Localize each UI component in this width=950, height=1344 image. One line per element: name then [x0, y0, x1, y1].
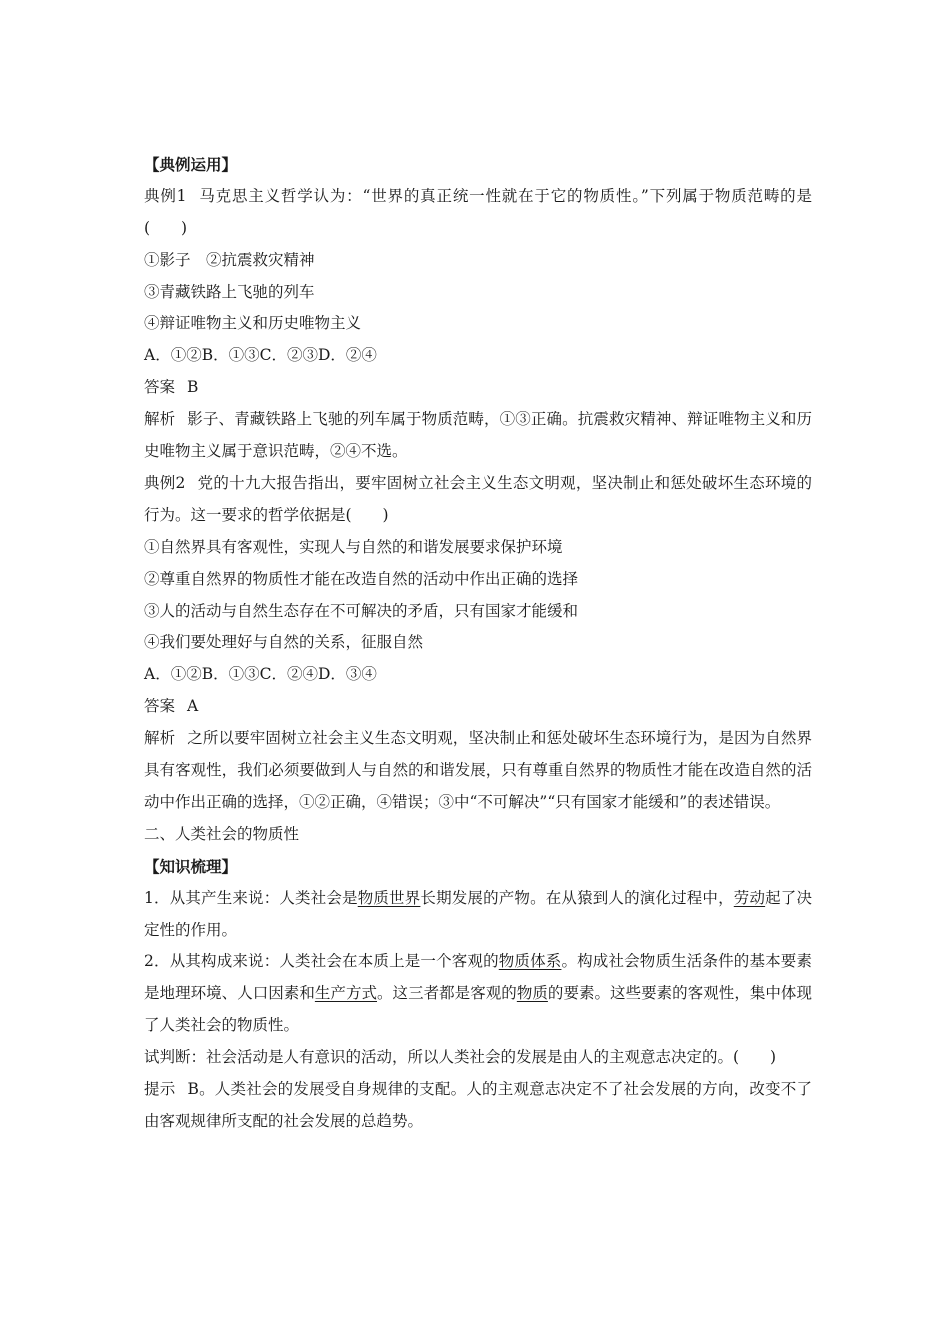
example2-question: 党的十九大报告指出，要牢固树立社会主义生态文明观，坚决制止和惩处破坏生态环境的行为。这一要求的哲学依据是( ) — [144, 473, 812, 524]
blank-answer: 物质 — [516, 984, 548, 1003]
knowledge-point-2 — [144, 946, 812, 1042]
example1-answer — [144, 372, 812, 404]
answer-value: B — [187, 378, 199, 397]
knowledge-point-1 — [144, 883, 812, 947]
example1-option-4: ④辩证唯物主义和历史唯物主义 — [144, 314, 362, 333]
text-run: 起了决定性的作用。 — [144, 888, 812, 939]
analysis-label: 解析 — [144, 410, 176, 429]
text-run: 。构成社会物质生活条件的基本要素是地理环境、人口因素和 — [144, 952, 812, 1003]
example2-option-2: ②尊重自然界的物质性才能在改造自然的活动中作出正确的选择 — [144, 569, 579, 588]
blank-answer: 生产方式 — [314, 984, 378, 1003]
example2-option-3: ③人的活动与自然生态存在不可解决的矛盾，只有国家才能缓和 — [144, 601, 579, 620]
text-run: 长期发展的产物。在从猿到人的演化过程中， — [420, 888, 734, 907]
example2-option-4: ④我们要处理好与自然的关系，征服自然 — [144, 633, 424, 652]
document-page — [144, 149, 812, 1138]
answer-label: 答案 — [144, 378, 176, 397]
analysis-label: 解析 — [144, 729, 176, 748]
section-title: 二、人类社会的物质性 — [144, 824, 300, 843]
example-heading: 【典例运用】 — [144, 155, 238, 174]
blank-answer: 物质体系 — [498, 952, 562, 971]
example1-option-3: ③青藏铁路上飞驰的列车 — [144, 282, 315, 301]
example2-answer — [144, 691, 812, 723]
example2-analysis — [144, 723, 812, 819]
example2-label: 典例2 — [144, 473, 186, 492]
example2-option-1: ①自然界具有客观性，实现人与自然的和谐发展要求保护环境 — [144, 537, 563, 556]
answer-value: A — [187, 697, 199, 716]
answer-label: 答案 — [144, 697, 176, 716]
example2-choices: A．①②B．①③C．②④D．③④ — [144, 665, 377, 684]
judge-question: 试判断：社会活动是人有意识的活动，所以人类社会的发展是由人的主观意志决定的。( ) — [144, 1048, 777, 1067]
example1-choices: A．①②B．①③C．②③D．②④ — [144, 346, 377, 365]
text-run: 1．从其产生来说：人类社会是 — [144, 888, 358, 907]
example1-option-1-2: ①影子 ②抗震救灾精神 — [144, 250, 315, 269]
text-run: 。这三者都是客观的 — [377, 984, 517, 1003]
example2-stem — [144, 468, 812, 532]
blank-answer: 物质世界 — [357, 888, 421, 907]
analysis-text: 影子、青藏铁路上飞驰的列车属于物质范畴，①③正确。抗震救灾精神、辩证唯物主义和历史唯物主义属于意识范畴，②④不选。 — [144, 410, 812, 461]
analysis-text: 之所以要牢固树立社会主义生态文明观，坚决制止和惩处破坏生态环境行为，是因为自然界具有客观性，我们必须要做到人与自然的和谐发展，只有尊重自然界的物质性才能在改造自然的活动中作出正确的选择，①②正确，④错误；③中“不可解决”“只有国家才能缓和”的表述错误。 — [144, 729, 812, 811]
example1-analysis — [144, 404, 812, 468]
hint-text: B。人类社会的发展受自身规律的支配。人的主观意志决定不了社会发展的方向，改变不了由客观规律所支配的社会发展的总趋势。 — [144, 1080, 812, 1130]
knowledge-heading: 【知识梳理】 — [144, 856, 238, 876]
hint — [144, 1074, 812, 1138]
example1-label: 典例1 — [144, 186, 187, 205]
text-run: 的要素。这些要素的客观性，集中体现了人类社会的物质性。 — [144, 984, 812, 1035]
text-run: 2．从其构成来说：人类社会在本质上是一个客观的 — [144, 952, 499, 971]
example1-question: 马克思主义哲学认为：“世界的真正统一性就在于它的物质性。”下列属于物质范畴的是( ) — [144, 186, 812, 237]
example1-stem — [144, 181, 812, 245]
blank-answer: 劳动 — [733, 888, 766, 907]
hint-label: 提示 — [144, 1080, 176, 1099]
